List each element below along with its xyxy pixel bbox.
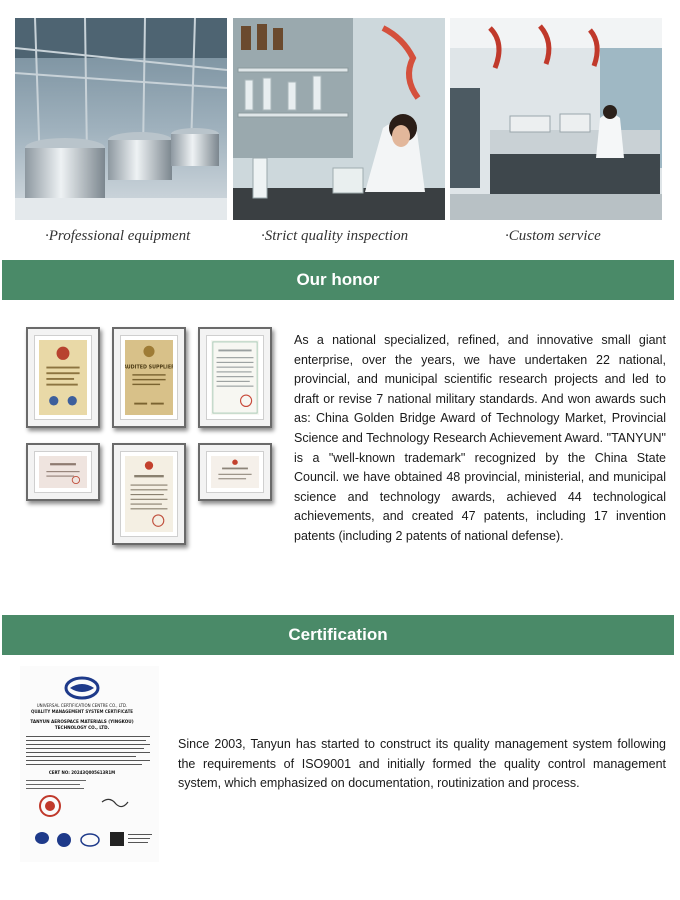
cert-number: CERT NO: 20243Q005613R1M bbox=[48, 770, 116, 775]
honor-certificate-frame bbox=[26, 327, 100, 428]
registration-certificate-frame bbox=[198, 327, 272, 428]
cert-issuer: UNIVERSAL CERTIFICATION CENTRE CO., LTD. bbox=[36, 703, 128, 708]
trademark-certificate-frame bbox=[26, 443, 100, 501]
honor-description: As a national specialized, refined, and innovative small giant enterprise, over the years, we have undertaken 22 national, provincial, and municipal scientific research projects and led to draft or revise 7 national military standards. And won awards such as: China Golden Bridge Award of Technology Market, Provincial Science and Technology Research Achievement Award. "TANYUN" is a "well-known trademark" recognized by the China State Council. we have obtained 48 provincial, ministerial, and municipal science and technology awards, achieved 44 technological achievements, and created 47 patents, including 17 invention patents (including 2 patents of national defense). bbox=[294, 333, 666, 543]
custom-service-photo bbox=[450, 18, 662, 220]
cert-heading: QUALITY MANAGEMENT SYSTEM CERTIFICATE bbox=[30, 709, 134, 714]
caption-professional-equipment: ·Professional equipment bbox=[45, 228, 191, 244]
professional-equipment-photo bbox=[15, 18, 227, 220]
certification-banner: Certification bbox=[2, 615, 674, 655]
qualification-certificate-frame bbox=[112, 443, 186, 545]
audited-supplier-frame bbox=[112, 327, 186, 428]
cert-company-line2: TECHNOLOGY CO., LTD. bbox=[54, 725, 110, 730]
certification-description: Since 2003, Tanyun has started to construct its quality management system following the requirements of ISO9001 and initially formed the quality control management system, which emphasized on documentation, routinization and process. bbox=[178, 737, 666, 791]
our-honor-banner: Our honor bbox=[2, 260, 674, 300]
audited-supplier-label: AUDITED SUPPLIER bbox=[125, 364, 173, 371]
cert-company: TANYUN AEROSPACE MATERIALS (YINGKOU) bbox=[30, 719, 134, 724]
caption-custom-service: ·Custom service bbox=[505, 228, 601, 244]
credit-certificate-frame bbox=[198, 443, 272, 501]
iso-certificate-document bbox=[20, 666, 159, 862]
caption-strict-quality-inspection: ·Strict quality inspection bbox=[261, 228, 409, 244]
quality-inspection-photo bbox=[233, 18, 445, 220]
